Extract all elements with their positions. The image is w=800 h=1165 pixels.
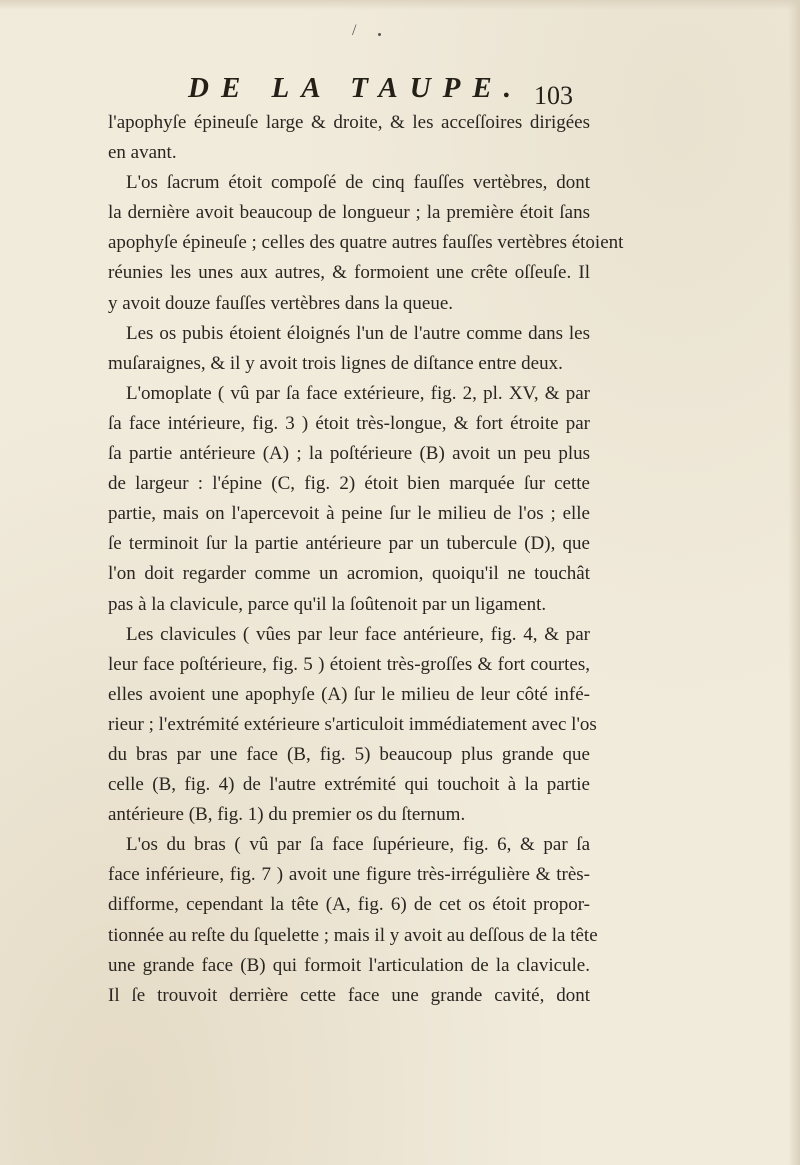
text-line: rieur ; l'extrémité extérieure s'articuloit immédiatement avec l'os [108, 713, 597, 735]
text-line: difforme, cependant la tête (A, fig. 6) de cet os étoit propor- [108, 894, 590, 916]
text-line: une grande face (B) qui formoit l'articulation de la clavicule. [108, 954, 590, 976]
text-line: y avoit douze fauſſes vertèbres dans la queue. [108, 292, 454, 314]
page-top-shadow [0, 0, 800, 10]
page-number: 103 [534, 81, 573, 110]
text-line: L'omoplate ( vû par ſa face extérieure, fig. 2, pl. XV, & par [126, 382, 590, 404]
text-line: Les clavicules ( vûes par leur face antérieure, fig. 4, & par [126, 623, 590, 645]
text-line: ſa partie antérieure (A) ; la poſtérieure (B) avoit un peu plus [108, 443, 590, 465]
text-line: l'apophyſe épineuſe large & droite, & les acceſſoires dirigées [108, 112, 590, 133]
text-line: antérieure (B, fig. 1) du premier os du ſternum. [108, 804, 466, 826]
body-text [108, 108, 624, 1011]
text-line: pas à la clavicule, parce qu'il la ſoûtenoit par un ligament. [108, 593, 547, 615]
page-right-shadow [788, 0, 800, 1165]
text-line: en avant. [108, 142, 177, 164]
text-line: elles avoient une apophyſe (A) ſur le milieu de leur côté infé- [108, 683, 590, 705]
text-line: Les os pubis étoient éloignés l'un de l'autre comme dans les [126, 322, 590, 344]
text-line: L'os du bras ( vû par ſa face ſupérieure, fig. 6, & par ſa [126, 834, 590, 856]
text-line: ſa face intérieure, fig. 3 ) étoit très-longue, & fort étroite par [108, 412, 590, 434]
text-line: réunies les unes aux autres, & formoient une crête oſſeuſe. Il [108, 262, 590, 284]
top-margin-mark: / [352, 22, 357, 39]
text-line: muſaraignes, & il y avoit trois lignes de diſtance entre deux. [108, 352, 563, 374]
text-line: de largeur : l'épine (C, fig. 2) étoit bien marquée ſur cette [108, 473, 590, 495]
text-line: partie, mais on l'apercevoit à peine ſur le milieu de l'os ; elle [108, 503, 590, 525]
text-line: du bras par une face (B, fig. 5) beaucoup plus grande que [108, 743, 590, 765]
text-line: ſe terminoit ſur la partie antérieure par un tubercule (D), que [108, 533, 590, 555]
text-line: face inférieure, fig. 7 ) avoit une figure très-irrégulière & très- [108, 864, 590, 886]
text-line: apophyſe épineuſe ; celles des quatre autres fauſſes vertèbres étoient [108, 232, 624, 254]
text-line: la dernière avoit beaucoup de longueur ; la première étoit ſans [108, 202, 590, 224]
text-line: L'os ſacrum étoit compoſé de cinq fauſſes vertèbres, dont [126, 172, 590, 194]
text-line: Il ſe trouvoit derrière cette face une grande cavité, dont [108, 984, 590, 1006]
top-margin-dot [378, 33, 381, 36]
text-line: l'on doit regarder comme un acromion, quoiqu'il ne touchât [108, 563, 590, 585]
text-line: leur face poſtérieure, fig. 5 ) étoient très-groſſes & fort courtes, [108, 653, 590, 675]
text-line: tionnée au reſte du ſquelette ; mais il y avoit au deſſous de la tête [108, 924, 598, 946]
running-header: DE LA TAUPE. [188, 72, 523, 104]
text-line: celle (B, fig. 4) de l'autre extrémité qui touchoit à la partie [108, 774, 590, 796]
